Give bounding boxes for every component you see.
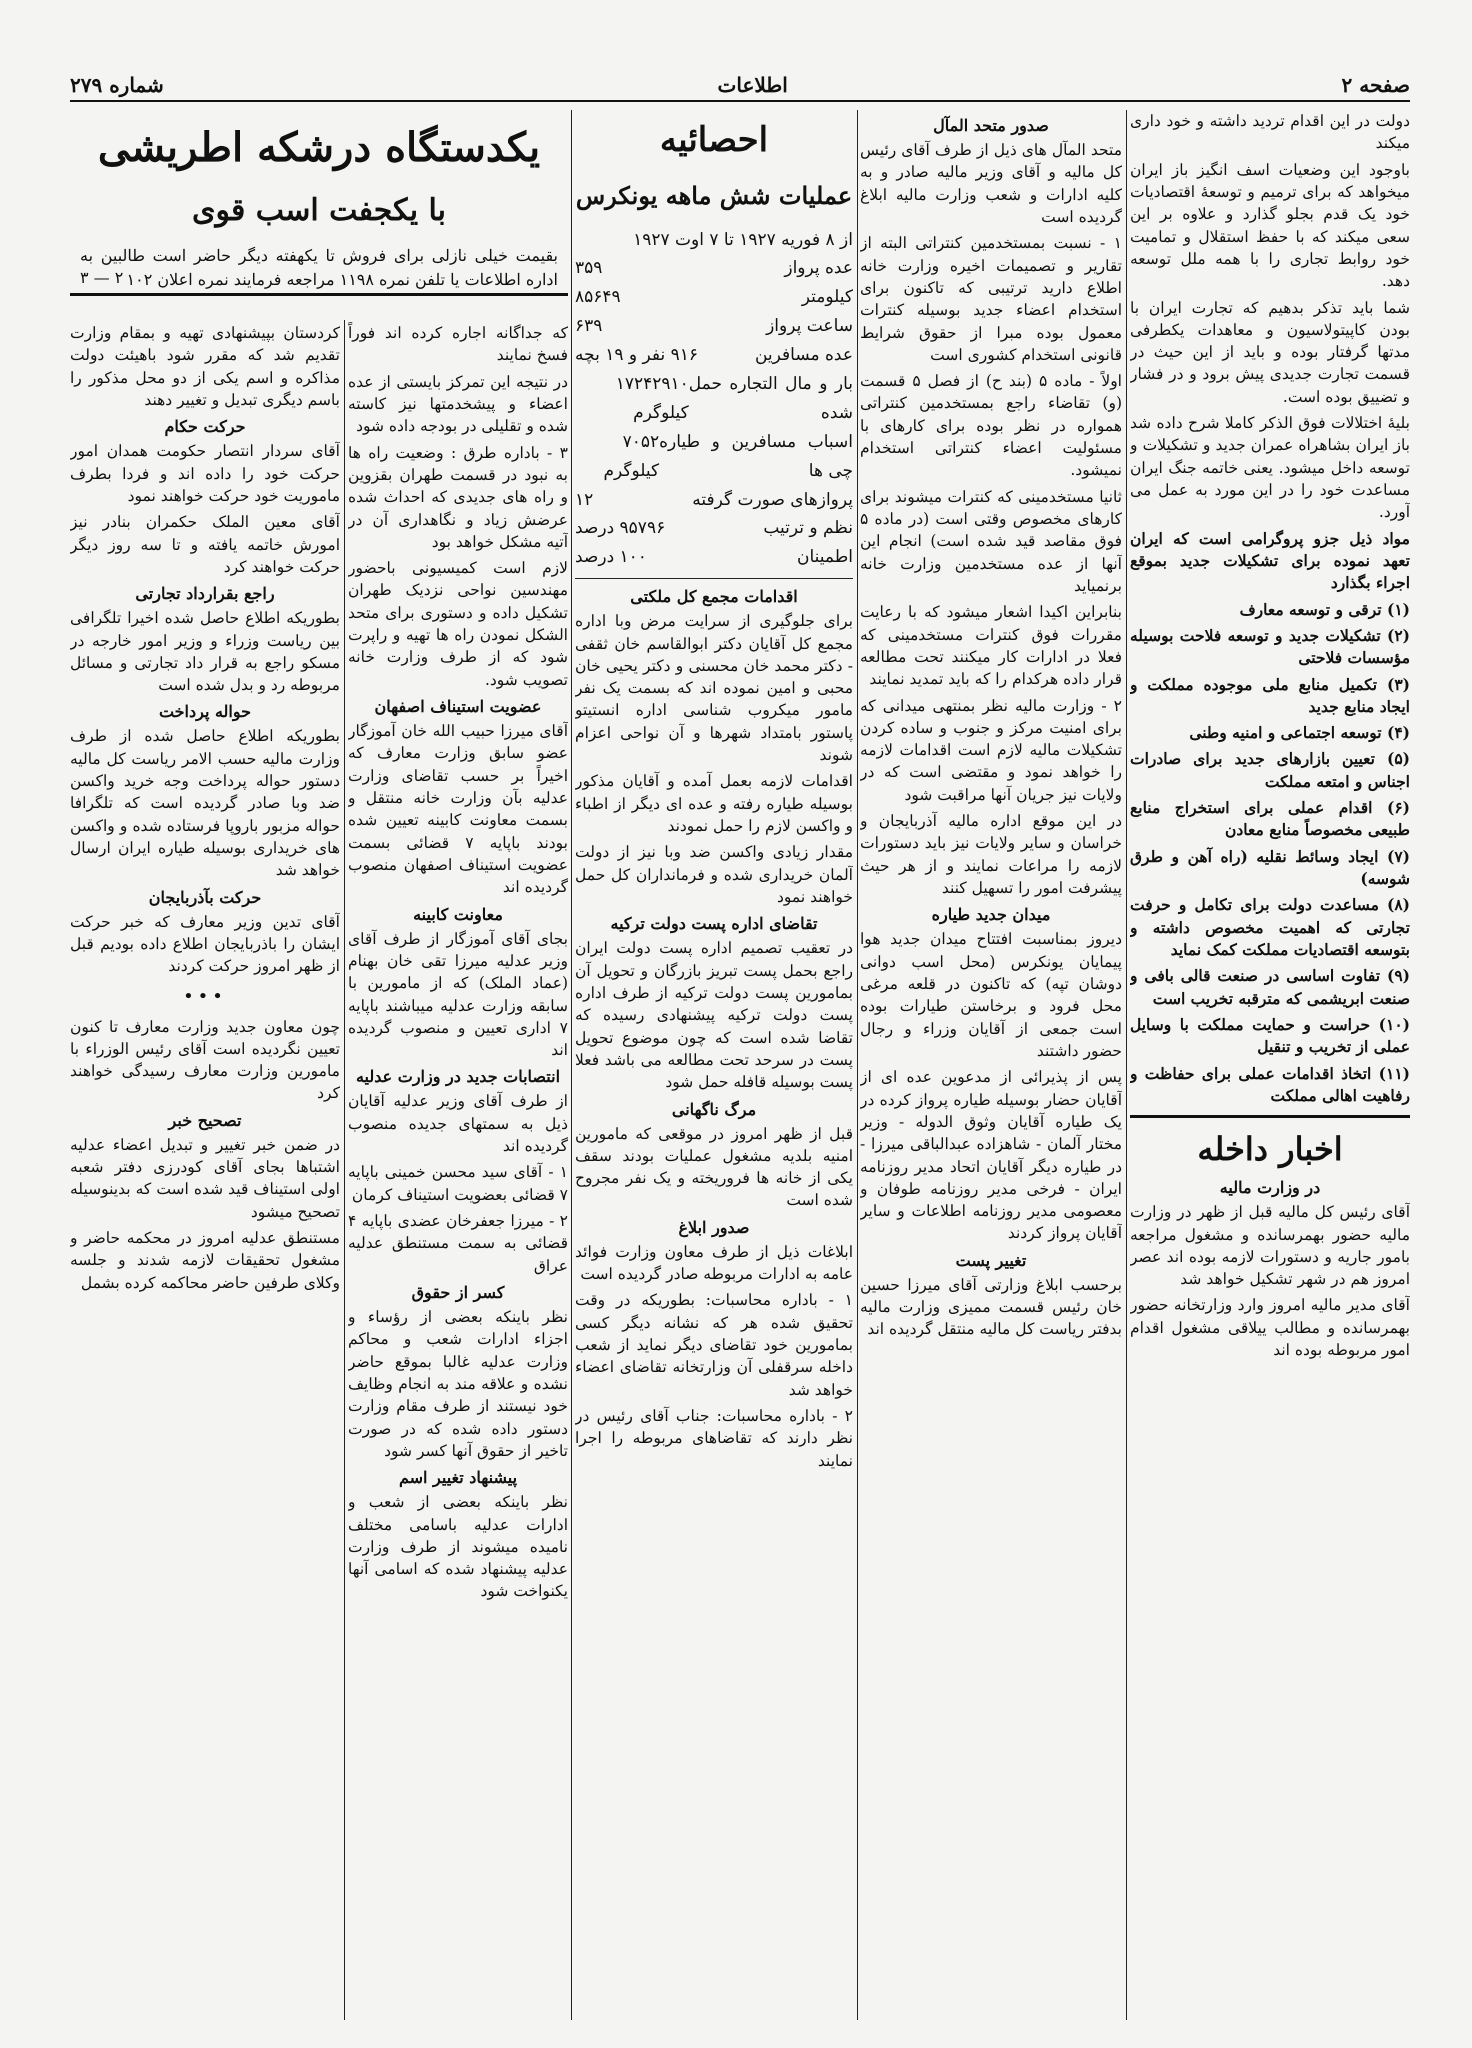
paragraph: بجای آقای آموزگار از طرف آقای وزیر عدلیه میرزا تقی خان بهنام (عماد الملک) که از مامورین با سابقه وزارت عدلیه میباشند باپایه ۷ اداری تعیین و منصوب گردیده اند bbox=[348, 929, 568, 1060]
section-heading: میدان جدید طیاره bbox=[931, 905, 1051, 925]
paragraph: لازم است کمیسیونی باحضور مهندسین نواحی نزدیک طهران تشکیل داده و دستوری برای متحد الشکل نمودن راه ها تهیه و راپرت شود که از طرف وزارت خانه تصویب شود. bbox=[348, 559, 568, 689]
statistics-period: از ۸ فوریه ۱۹۲۷ تا ۷ اوت ۱۹۲۷ bbox=[633, 229, 853, 250]
table-row: اطمینان ۱۰۰ درصد bbox=[575, 547, 853, 568]
section-heading: تقاضای اداره پست دولت ترکیه bbox=[610, 914, 818, 934]
paragraph: آقای میرزا حبیب الله خان آموزگار عضو سابق وزارت معارف که اخیراً بر حسب تقاضای وزارت عدلیه بآن وزارت خانه منتقل و بسمت معاونت کابینه تعیین شده بودند باپایه ۷ قضائی بسمت عضویت استیناف اصفهان منصوب گردیده اند bbox=[348, 722, 568, 897]
section-heading: حرکت بآذربایجان bbox=[148, 887, 262, 907]
paragraph: آقای معین الملک حکمران بنادر نیز امورش خاتمه یافته و تا سه روز دیگر حرکت خواهند کرد bbox=[70, 513, 340, 576]
paragraph: ۱ - باداره محاسبات: بطوریکه در وقت تحقیق شده هر که نشانه دیگر کسی بمامورین خود تقاضای دیگر نماید از شعب داخله سرقفلی آن وزارتخانه تقاضای اعضاء خواهد شد bbox=[575, 1291, 853, 1399]
section-heading: صدور ابلاغ bbox=[678, 1217, 750, 1237]
ad-body: بقیمت خیلی نازلی برای فروش تا یکهفته دیگر حاضر است طالبین به اداره اطلاعات یا تلفن نمره ۱۱۹۸ مراجعه فرمایند نمره اعلان ۱۰۲ bbox=[80, 246, 558, 289]
ornament-divider: ••• bbox=[183, 985, 227, 1007]
table-row: بار و مال التجاره حمل شده ۱۷۲۴۲۹۱۰ کیلوگرم bbox=[615, 373, 853, 423]
paragraph: متحد المآل های ذیل از طرف آقای رئیس کل مالیه و آقای وزیر مالیه صادر و به کلیه ادارات و شعب وزارت مالیه ابلاغ گردیده است bbox=[860, 141, 1122, 226]
statistics-subheading: عملیات شش ماهه یونکرس bbox=[575, 180, 853, 210]
column-3 bbox=[575, 110, 853, 2020]
newspaper-page bbox=[70, 70, 1410, 2020]
paragraph: شما باید تذکر بدهیم که تجارت ایران با بودن کاپیتولاسیون و معاهدات یکطرفی مدتها گرفتار بوده و باید از این حیث در قسمت تجارت جدیدی پیش برود و در فشار و تضییق بوده است. bbox=[1130, 298, 1410, 406]
program-intro: مواد ذیل جزو پروگرامی است که ایران تعهد نموده برای تشکیلات جدید بموقع اجراء بگذارد bbox=[1130, 528, 1410, 593]
paragraph: در این موقع اداره مالیه آذربایجان و خراسان و سایر ولایات نیز باید دستورات لازمه را مراعات نمایند و از هر حیث پیشرفت امور را تسهیل کنند bbox=[860, 812, 1122, 898]
list-item: (۶) اقدام عملی برای استخراج منابع طبیعی مخصوصاً منابع معادن bbox=[1130, 798, 1410, 840]
statistics-table bbox=[575, 254, 853, 572]
statistics-heading: احصائیه bbox=[659, 120, 769, 160]
paragraph: بطوریکه اطلاع حاصل شده اخیرا تلگرافی بین ریاست وزراء و وزیر امور خارجه در مسکو راجع به قرار داد تجارتی و مسائل مربوطه رد و بدل شده است bbox=[70, 609, 340, 695]
list-item: (۵) تعیین بازارهای جدید برای صادرات اجناس و امتعه مملکت bbox=[1130, 749, 1410, 791]
ad-subtitle: با یکجفت اسب قوی bbox=[192, 193, 446, 228]
column-5 bbox=[70, 322, 340, 2020]
section-divider bbox=[70, 293, 568, 296]
issue-number: شماره ۲۷۹ bbox=[70, 73, 164, 97]
table-row: اسباب مسافرین و طیاره چی ها ۷۰۵۲ کیلوگرم bbox=[603, 431, 853, 481]
table-row: عده پرواز ۳۵۹ bbox=[575, 258, 853, 279]
list-item: (۳) تکمیل منابع ملی موجوده مملکت و ایجاد منابع جدید bbox=[1130, 674, 1410, 716]
paragraph: نظر باینکه بعضی از رؤساء و اجزاء ادارات شعب و محاکم وزارت عدلیه غالبا بموقع حاضر نشده و علاقه مند به انجام وظایف خود نیستند از طرف مقام وزارت دستور داده شده که در صورت تاخیر از حقوق آنها کسر شود bbox=[348, 1308, 568, 1460]
column-1 bbox=[1130, 110, 1410, 2020]
section-heading: صدور متحد المآل bbox=[933, 116, 1049, 135]
section-heading: تغییر پست bbox=[955, 1250, 1027, 1270]
paragraph: بلیهٔ اختلالات فوق الذکر کاملا شرح داده شد باز ایران بشاهراه عمران جدید و تشکیلات و توسعه داخل میشود. یعنی خاتمه جنگ ایران مساعدت خود را در این مورد به عمل می آورد. bbox=[1130, 414, 1410, 522]
paragraph: آقای مدیر مالیه امروز وارد وزارتخانه حضور بهمرسانده و مطالب ییلاقی مشغول اقدام امور مربوطه بوده اند bbox=[1130, 1296, 1410, 1360]
paragraph: ۳ - باداره طرق : وضعیت راه ها به نبود در قسمت طهران بقزوین و راه های جدیدی که احداث شده عرضش زیاد و نگاهداری آن در آتیه مشکل خواهد بود bbox=[348, 443, 568, 551]
paragraph: در نتیجه این تمرکز بایستی از عده اعضاء و پیشخدمتها نیز کاسته شده و تقلیلی در بودجه داده شود bbox=[348, 372, 568, 436]
section-heading: حرکت حکام bbox=[164, 417, 246, 437]
section-divider bbox=[575, 578, 853, 579]
section-divider bbox=[1130, 1115, 1410, 1118]
section-heading: معاونت کابینه bbox=[413, 904, 503, 924]
paragraph: در ضمن خبر تغییر و تبدیل اعضاء عدلیه اشتباها بجای آقای کودرزی دفتر شعبه اولی استیناف قید شده است که بدینوسیله تصحیح میشود bbox=[70, 1135, 340, 1221]
column-rule bbox=[1126, 110, 1127, 2020]
paragraph: برحسب ابلاغ وزارتی آقای میرزا حسین خان رئیس قسمت ممیزی وزارت مالیه بدفتر ریاست کل مالیه منتقل گردیده اند bbox=[860, 1275, 1122, 1339]
paragraph: دولت در این اقدام تردید داشته و خود داری میکند bbox=[1130, 112, 1410, 153]
paragraph: آقای تدین وزیر معارف که خبر حرکت ایشان را باذربایجان اطلاع داده بودیم قبل از ظهر امروز حرکت کردند bbox=[70, 912, 340, 976]
paragraph: بطوریکه اطلاع حاصل شده از طرف وزارت مالیه حسب الامر ریاست کل مالیه دستور حواله پرداخت وجه خرید واکسن ضد وبا صادر گردیده است که تلگرافا حواله مزبور باروپا فرستاده شده و واکسن های خریداری بوسیله طیاره ایران ارسال خواهد شد bbox=[70, 727, 340, 880]
column-rule bbox=[857, 110, 858, 2020]
list-item: (۹) تفاوت اساسی در صنعت قالی بافی و صنعت ابریشمی که مترقبه تخریب است bbox=[1130, 966, 1410, 1008]
paragraph: باوجود این وضعیات اسف انگیز باز ایران میخواهد که برای ترمیم و توسعهٔ اقتصادیات خود یک قدم بجلو گذارد و علاوه بر این سعی میکند که با حفظ استقلال و تمامیت خود روابط تجاری را با همه ملل توسعه دهد. bbox=[1130, 160, 1410, 291]
list-item: (۱۱) اتخاذ اقدامات عملی برای حفاظت و رفاهیت اهالی مملکت bbox=[1130, 1063, 1410, 1105]
page-header bbox=[70, 70, 1410, 102]
paragraph: برای جلوگیری از سرایت مرض وبا اداره مجمع کل آقایان دکتر ابوالقاسم خان ثقفی - دکتر محمد خان محسنی و دکتر یحیی خان محبی و امین نموده اند که بسمت یک نفر مامور میکروب شناسی اداره انستیتو پاستور بامتداد شهرها و آن نواحی اعزام شوند bbox=[575, 612, 853, 765]
paragraph: اولاً - ماده ۵ (بند ح) از فصل ۵ قسمت (و) تقاضاء راجع بمستخدمین کنتراتی همواره در نظر بوده برای کارهای با مسئولیت اعضاء کنتراتی استخدام نمیشود. bbox=[860, 372, 1122, 480]
page-number: صفحه ۲ bbox=[1341, 73, 1410, 97]
paragraph: ۲ - میرزا جعفرخان عضدی باپایه ۴ قضائی به سمت مستنطق عدلیه عراق bbox=[348, 1212, 568, 1275]
ad-code: ۳ — ۲ bbox=[80, 268, 124, 287]
list-item: (۲) تشکیلات جدید و توسعه فلاحت بوسیله مؤسسات فلاحتی bbox=[1130, 625, 1410, 668]
paragraph: آقای سردار انتصار حکومت همدان امور حرکت خود را داده اند و فردا بطرف ماموریت خود حرکت خواهند نمود bbox=[70, 442, 340, 505]
column-rule bbox=[571, 110, 572, 2020]
paragraph: از طرف آقای وزیر عدلیه آقایان ذیل به سمتهای جدیده منصوب گردیده اند bbox=[348, 1092, 568, 1156]
list-item: (۷) ایجاد وسائط نقلیه (راه آهن و طرق شوسه) bbox=[1130, 846, 1410, 888]
paragraph: در تعقیب تصمیم اداره پست دولت ایران راجع بحمل پست تبریز بازرگان و تحویل آن بمامورین پست دولت ترکیه از طرف اداره پست دولت ترکیه پیشنهادی رسیده که تقاضا شده است که چون موضوع تحویل پست در سرحد تحت مطالعه می باشد فعلا پست بوسیله قافله حمل شود bbox=[575, 939, 853, 1092]
paragraph: پس از پذیرائی از مدعوین عده ای از آقایان حضار بوسیله طیاره پرواز کرده در یک طیاره آقایان وثوق الدوله - وزیر مختار آلمان - شاهزاده عبدالباقی میرزا - در طیاره دیگر آقایان اتحاد مدیر روزنامه ایران - فرخی مدیر روزنامه طوفان و معصومی مدیر روزنامه اطلاعات و سایر آقایان پرواز کردند bbox=[860, 1068, 1122, 1243]
paragraph: چون معاون جدید وزارت معارف تا کنون تعیین نگردیده است آقای رئیس الوزراء با مامورین وزارت معارف رسیدگی خواهند کرد bbox=[70, 1017, 340, 1103]
list-item: (۱۰) حراست و حمایت مملکت با وسایل عملی از تخریب و تنقیل bbox=[1130, 1014, 1410, 1057]
paragraph: ۲ - وزارت مالیه نظر بمنتهی میدانی که برای امنیت مرکز و جنوب و ساده کردن تشکیلات مالیه لازم است اقدامات لازمه را خواهد نمود و مقتضی است که در ولایات نیز جریان آنها مراقبت شود bbox=[860, 696, 1122, 804]
section-heading: مرگ ناگهانی bbox=[671, 1099, 757, 1119]
column-rule bbox=[344, 320, 345, 2020]
paragraph: مستنطق عدلیه امروز در محکمه حاضر و مشغول تحقیقات لازمه شدند و جلسه وکلای طرفین حاضر محاکمه کرده بشمل bbox=[70, 1229, 340, 1292]
paper-name: اطلاعات bbox=[717, 73, 788, 97]
paragraph: ۱ - نسبت بمستخدمین کنتراتی البته از تقاریر و تصمیمات اخیره وزارت خانه اطلاع دارید ترتیبی که تاکنون برای استخدام اعضاء جدید بوسیله کنترات معمول بوده مبرا از حقوق شرایط قانونی استخدام کشوری است bbox=[860, 234, 1122, 364]
list-item: (۱) ترقی و توسعه معارف bbox=[1239, 599, 1410, 619]
table-row: نظم و ترتیب ۹۵۷۹۶ درصد bbox=[575, 518, 853, 539]
paragraph: ثانیا مستخدمینی که کنترات میشوند برای کارهای مخصوص وقتی است (در ماده ۵ فوق مقاصد قید شده است) انجام این آنها از عده مستخدمین وزارت خانه برنمیاید bbox=[860, 487, 1122, 595]
list-item: (۴) توسعه اجتماعی و امنیه وطنی bbox=[1189, 723, 1410, 743]
paragraph: که جداگانه اجاره کرده اند فوراً فسخ نمایند bbox=[348, 324, 568, 365]
paragraph: ۱ - آقای سید محسن خمینی باپایه ۷ قضائی بعضویت استیناف کرمان bbox=[348, 1163, 568, 1204]
column-2 bbox=[860, 110, 1122, 2020]
section-heading: در وزارت مالیه bbox=[1219, 1178, 1321, 1198]
domestic-news-heading: اخبار داخله bbox=[1197, 1130, 1343, 1169]
section-heading: راجع بقرارداد تجارتی bbox=[135, 584, 275, 604]
list-item: (۸) مساعدت دولت برای تکامل و حرفت تجارتی که اهمیت مخصوص داشته و بتوسعه اقتصادیات مملکت کمک نماید bbox=[1130, 895, 1410, 959]
paragraph: دیروز بمناسبت افتتاح میدان جدید هوا پیمایان یونکرس (محل اسب دوانی دوشان تپه) که تاکنون در قلعه مرغی محل فرود و برخاستن طیارات بوده است جمعی از آقایان وزراء و رجال حضور داشتند bbox=[860, 930, 1122, 1060]
paragraph: بنابراین اکیدا اشعار میشود که با رعایت مقررات فوق کنترات مستخدمینی که فعلا در ادارات کار میکنند تحت مطالعه قرار داده هرکدام را که باید تمدید نمایند bbox=[860, 603, 1122, 689]
table-row: عده مسافرین ۹۱۶ نفر و ۱۹ بچه bbox=[575, 345, 853, 366]
paragraph: مقدار زیادی واکسن ضد وبا نیز از دولت آلمان خریداری شده و فرمانداران کل حمل خواهند نمود bbox=[575, 843, 853, 906]
paragraph: اقدامات لازمه بعمل آمده و آقایان مذکور بوسیله طیاره رفته و عده ای دیگر از اطباء و واکسن لازم را حمل نمودند bbox=[575, 772, 853, 836]
carriage-advertisement bbox=[70, 110, 568, 315]
section-heading: اقدامات مجمع کل ملکتی bbox=[630, 587, 798, 607]
section-heading: کسر از حقوق bbox=[411, 1282, 505, 1302]
column-4 bbox=[348, 322, 568, 2020]
paragraph: کردستان بپیشنهادی تهیه و بمقام وزارت تقدیم شد که مقرر شود باهیئت دولت مذاکره و اسم یکی از دو محل مذکور را باسم دیگری تبدیل و تغییر دهند bbox=[70, 324, 340, 409]
section-heading: تصحیح خبر bbox=[168, 1110, 242, 1130]
paragraph: آقای رئیس کل مالیه قبل از ظهر در وزارت مالیه حضور بهمرسانده و مشغول مراجعه بامور جاریه و دستورات لازمه بوده اند عصر امروز هم در شهر تشکیل خواهد شد bbox=[1130, 1203, 1410, 1289]
table-row: ساعت پرواز ۶۳۹ bbox=[575, 316, 853, 337]
table-row: کیلومتر ۸۵۶۴۹ bbox=[575, 287, 853, 308]
section-heading: حواله پرداخت bbox=[158, 702, 252, 722]
section-heading: انتصابات جدید در وزارت عدلیه bbox=[355, 1067, 561, 1087]
paragraph: ۲ - باداره محاسبات: جناب آقای رئیس در نظر دارند که تقاضاهای مربوطه را اجرا نمایند bbox=[575, 1407, 853, 1470]
paragraph: نظر باینکه بعضی از شعب و ادارات عدلیه باسامی مختلف نامیده میشوند از طرف وزارت عدلیه پیشنهاد شده که اسامی آنها یکنواخت شود bbox=[348, 1493, 568, 1601]
table-row: پروازهای صورت گرفته ۱۲ bbox=[575, 489, 853, 510]
paragraph: ابلاغات ذیل از طرف معاون وزارت فوائد عامه به ادارات مربوطه صادر گردیده است bbox=[575, 1242, 853, 1284]
section-heading: پیشنهاد تغییر اسم bbox=[398, 1468, 518, 1488]
paragraph: قبل از ظهر امروز در موقعی که مامورین امنیه بلدیه مشغول عملیات بودند سقف یکی از خانه ها فروریخته و یک نفر مجروح شده است bbox=[575, 1124, 853, 1210]
program-list bbox=[1130, 599, 1410, 1108]
section-heading: عضویت استیناف اصفهان bbox=[374, 697, 542, 716]
ad-title: یکدستگاه درشکه اطریشی bbox=[97, 124, 541, 171]
